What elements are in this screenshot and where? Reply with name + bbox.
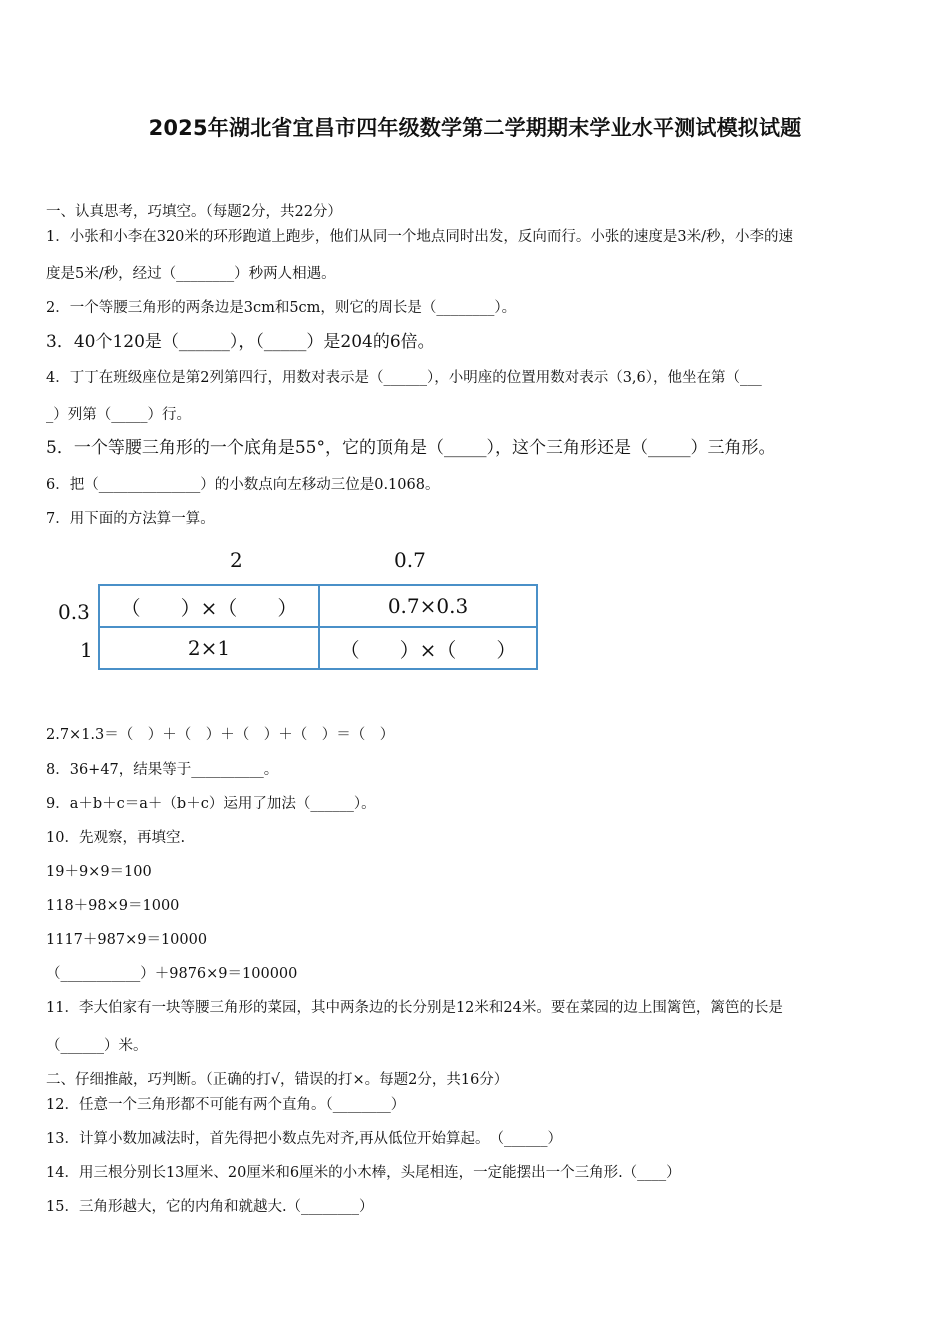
grid-cell-1-1: （ ）×（ ） — [99, 585, 319, 627]
question-10: 10．先观察，再填空. — [46, 830, 186, 846]
question-10-row-4: （___________）＋9876×9＝100000 — [46, 966, 298, 982]
question-3: 3．40个120是（______），（_____）是204的6倍。 — [46, 332, 435, 352]
question-10-row-1: 19＋9×9＝100 — [46, 864, 152, 880]
question-2: 2．一个等腰三角形的两条边是3cm和5cm，则它的周长是（________）。 — [46, 300, 517, 316]
section-heading-2: 二、仔细推敲，巧判断。（正确的打√，错误的打×。每题2分，共16分） — [46, 1072, 509, 1088]
multiplication-grid — [50, 540, 550, 690]
question-4-line-2: _）列第（_____）行。 — [46, 407, 191, 423]
question-1-line-2: 度是5米/秒，经过（________）秒两人相遇。 — [46, 266, 336, 282]
question-10-row-2: 118＋98×9＝1000 — [46, 898, 180, 914]
page-title: 2025年湖北省宜昌市四年级数学第二学期期末学业水平测试模拟试题 — [148, 116, 802, 140]
question-5: 5．一个等腰三角形的一个底角是55°，它的顶角是（_____），这个三角形还是（_____）三角形。 — [46, 438, 776, 458]
question-15: 15．三角形越大，它的内角和就越大.（________） — [46, 1199, 374, 1215]
grid-row-head-2: 1 — [80, 638, 93, 662]
question-13: 13．计算小数加减法时，首先得把小数点先对齐,再从低位开始算起。 （______） — [46, 1131, 563, 1147]
question-8: 8．36+47，结果等于__________。 — [46, 762, 279, 778]
question-11-line-1: 11．李大伯家有一块等腰三角形的菜园，其中两条边的长分别是12米和24米。要在菜园的边上围篱笆，篱笆的长是 — [46, 1000, 783, 1016]
question-1-line-1: 1．小张和小李在320米的环形跑道上跑步，他们从同一个地点同时出发，反向而行。小张的速度是3米/秒，小李的速 — [46, 229, 794, 245]
question-12: 12．任意一个三角形都不可能有两个直角。（________） — [46, 1097, 406, 1113]
question-14: 14．用三根分别长13厘米、20厘米和6厘米的小木棒，头尾相连，一定能摆出一个三角形.（____） — [46, 1165, 681, 1181]
question-7: 7．用下面的方法算一算。 — [46, 511, 215, 527]
grid-col-head-1: 2 — [230, 548, 243, 572]
grid-table — [98, 584, 538, 670]
grid-row-head-1: 0.3 — [58, 600, 90, 624]
section-heading-1: 一、认真思考，巧填空。（每题2分，共22分） — [46, 204, 342, 220]
grid-col-head-2: 0.7 — [394, 548, 426, 572]
question-6: 6．把（______________）的小数点向左移动三位是0.1068。 — [46, 477, 440, 493]
grid-cell-1-2: 0.7×0.3 — [319, 585, 537, 627]
grid-cell-2-2: （ ）×（ ） — [319, 627, 537, 669]
question-7-equation: 2.7×1.3＝（ ）＋（ ）＋（ ）＋（ ）＝（ ） — [46, 727, 395, 743]
question-10-row-3: 1117＋987×9＝10000 — [46, 932, 208, 948]
question-11-line-2: （______）米。 — [46, 1038, 148, 1054]
question-9: 9．a＋b＋c＝a＋（b＋c）运用了加法（______）。 — [46, 796, 376, 812]
question-4-line-1: 4．丁丁在班级座位是第2列第四行，用数对表示是（______），小明座的位置用数对表示（3,6），他坐在第（___ — [46, 370, 762, 386]
grid-cell-2-1: 2×1 — [99, 627, 319, 669]
